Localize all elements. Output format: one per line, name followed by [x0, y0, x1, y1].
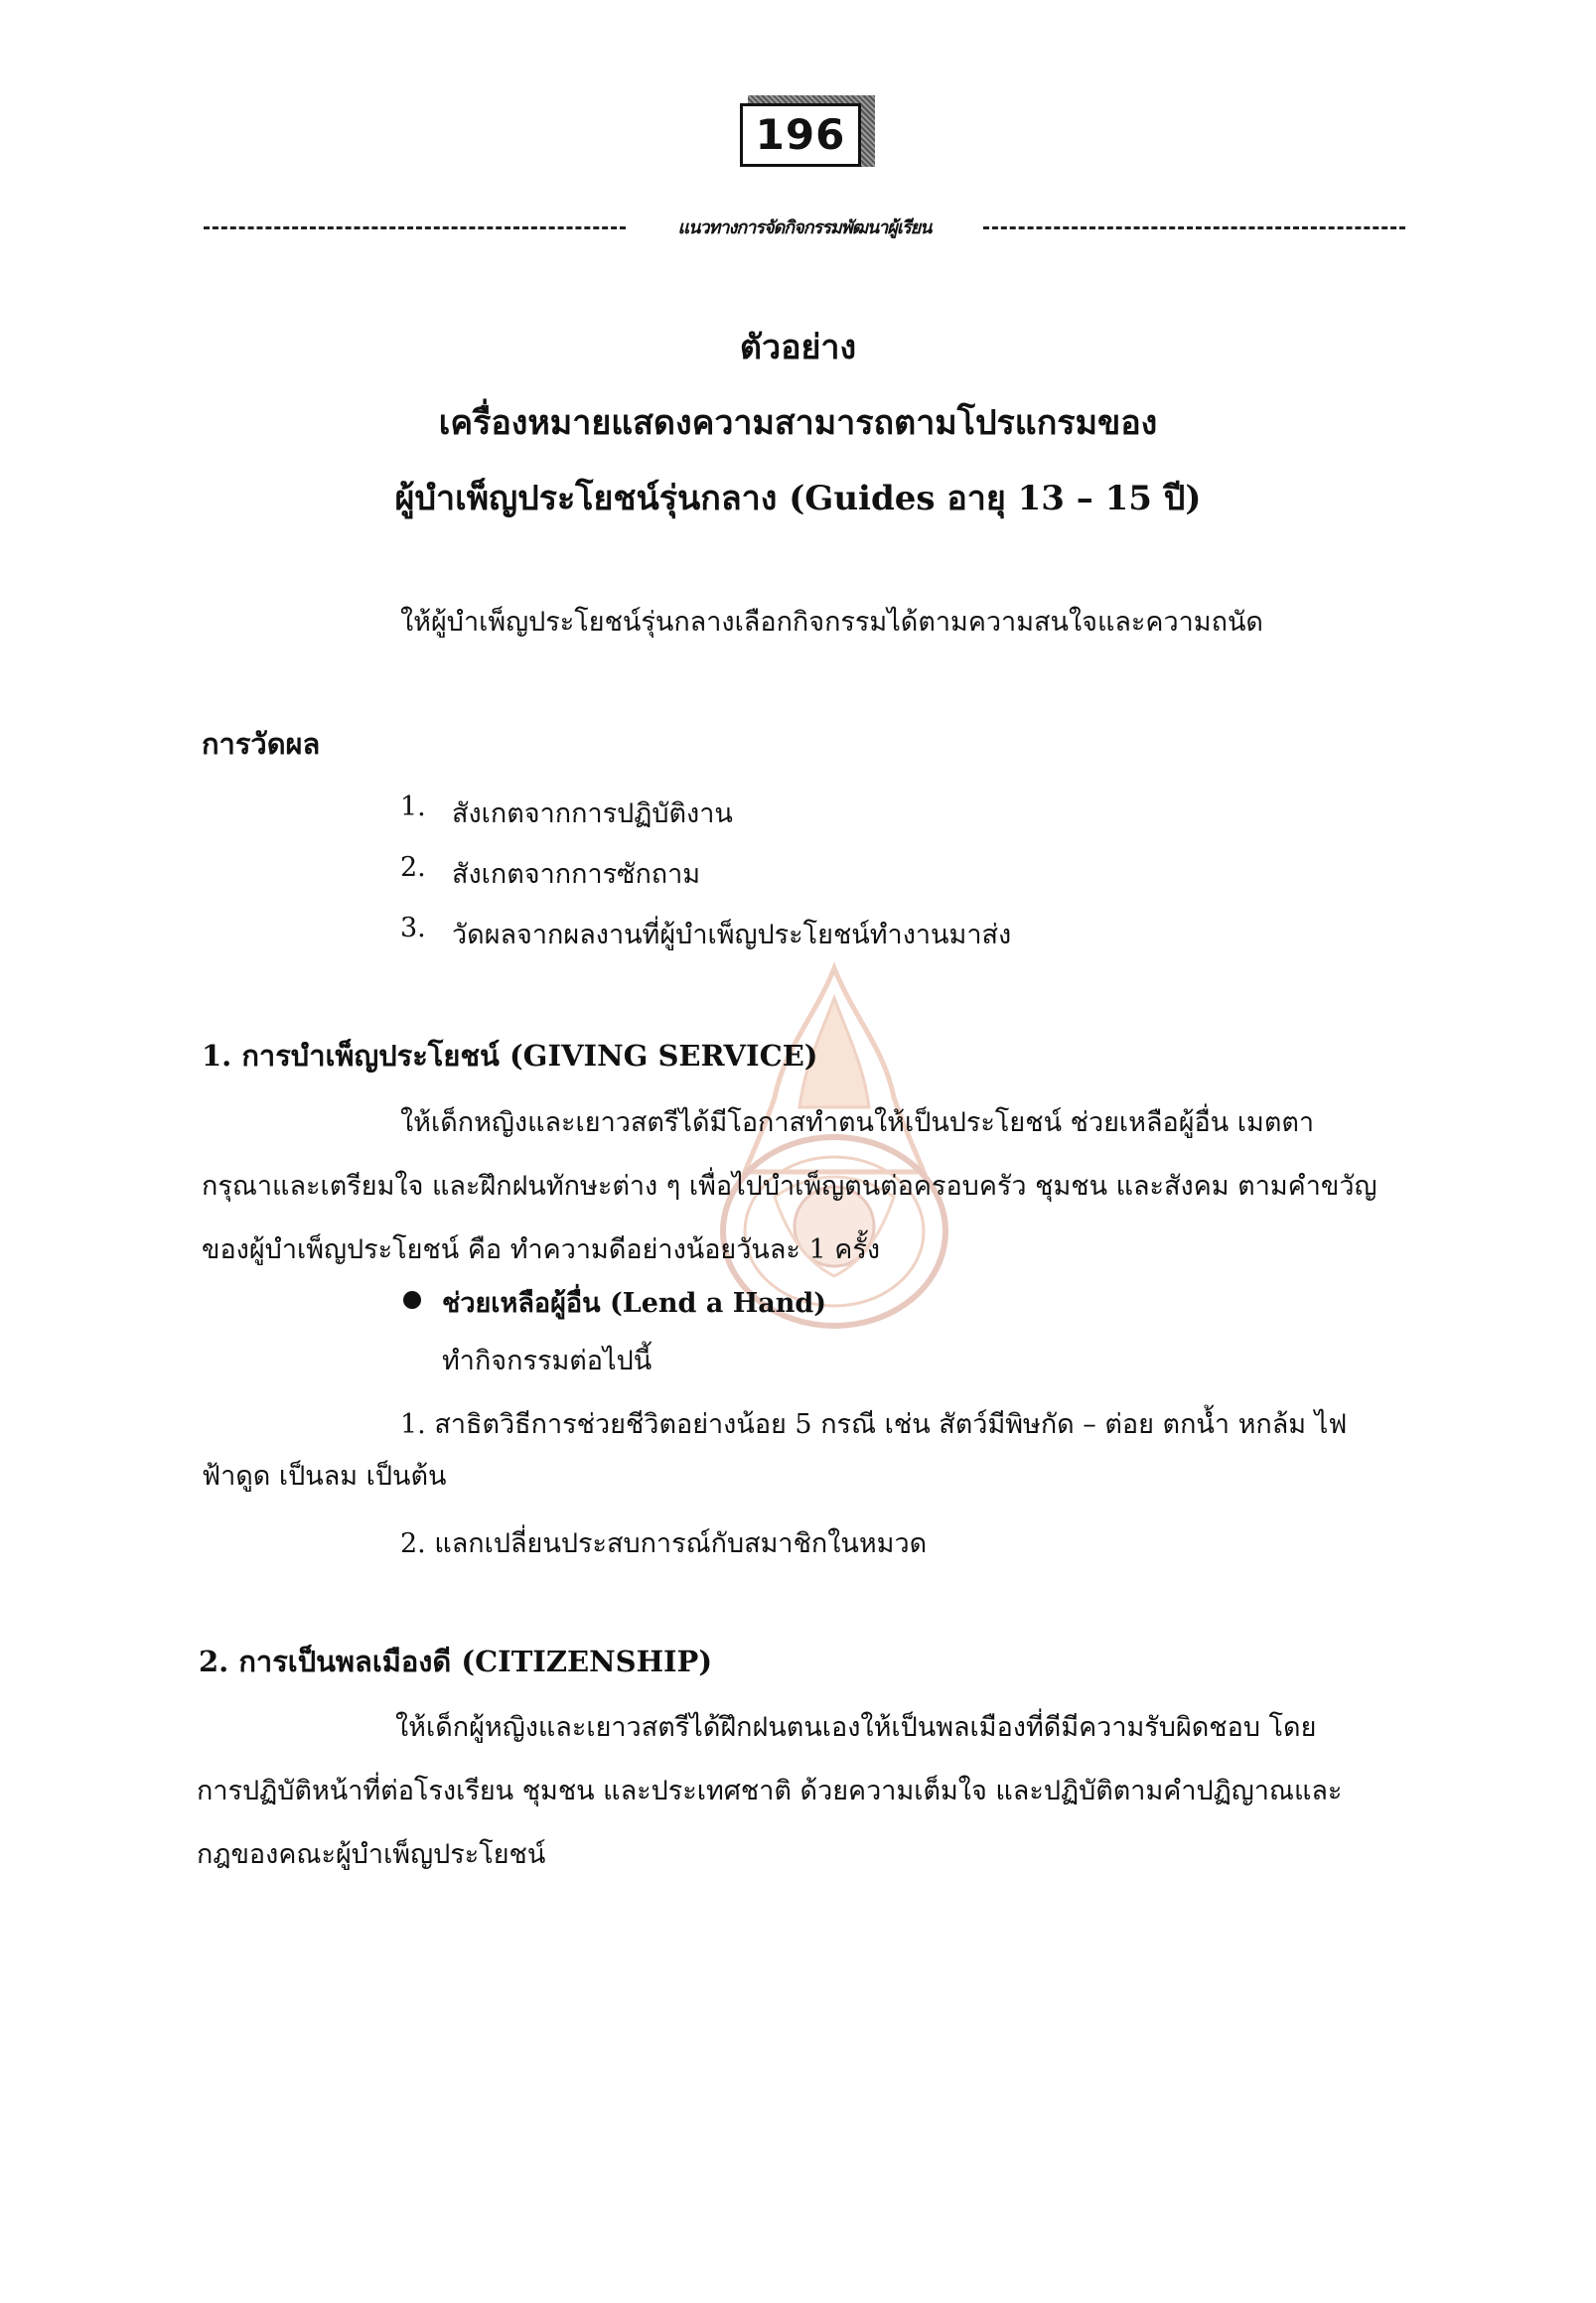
section-1-item-1-line-1: 1. สาธิตวิธีการช่วยชีวิตอย่างน้อย 5 กรณี เช่น สัตว์มีพิษกัด – ต่อย ตกน้ำ หกล้ม ไฟ [400, 1409, 1348, 1440]
header-rule-left [204, 226, 626, 229]
evaluation-heading: การวัดผล [202, 727, 321, 761]
section-1-heading: 1. การบำเพ็ญประโยชน์ (GIVING SERVICE) [202, 1039, 818, 1073]
intro-text: ให้ผู้บำเพ็ญประโยชน์รุ่นกลางเลือกกิจกรรมได้ตามความสนใจและความถนัด [400, 607, 1263, 638]
section-2-para-line-3: กฎของคณะผู้บำเพ็ญประโยชน์ [197, 1839, 546, 1870]
running-header: แนวทางการจัดกิจกรรมพัฒนาผู้เรียน [677, 217, 932, 238]
section-2-heading: 2. การเป็นพลเมืองดี (CITIZENSHIP) [199, 1645, 713, 1678]
section-2-para-line-2: การปฏิบัติหน้าที่ต่อโรงเรียน ชุมชน และประเทศชาติ ด้วยความเต็มใจ และปฏิบัติตามคำปฏิญาณและ [197, 1776, 1343, 1806]
section-1-item-2: 2. แลกเปลี่ยนประสบการณ์กับสมาชิกในหมวด [400, 1528, 928, 1559]
section-2-para-line-1: ให้เด็กผู้หญิงและเยาวสตรีได้ฝึกฝนตนเองให้เป็นพลเมืองที่ดีมีความรับผิดชอบ โดย [395, 1712, 1317, 1743]
page-number-box [740, 95, 875, 175]
section-1-item-1-line-2: ฟ้าดูด เป็นลม เป็นต้น [202, 1461, 447, 1492]
evaluation-item-3: วัดผลจากผลงานที่ผู้บำเพ็ญประโยชน์ทำงานมาส่ง [452, 920, 1012, 950]
evaluation-item-2: สังเกตจากการซักถาม [452, 859, 701, 890]
section-1-para-line-1: ให้เด็กหญิงและเยาวสตรีได้มีโอกาสทำตนให้เป็นประโยชน์ ช่วยเหลือผู้อื่น เมตตา [400, 1107, 1315, 1138]
evaluation-item-1-number: 1. [400, 792, 426, 822]
evaluation-item-3-number: 3. [400, 913, 426, 943]
evaluation-item-1: สังเกตจากการปฏิบัติงาน [452, 798, 733, 829]
section-1-para-line-3: ของผู้บำเพ็ญประโยชน์ คือ ทำความดีอย่างน้อยวันละ 1 ครั้ง [202, 1234, 881, 1265]
bullet-heading: ช่วยเหลือผู้อื่น (Lend a Hand) [442, 1288, 827, 1319]
bullet-subtext: ทำกิจกรรมต่อไปนี้ [442, 1346, 653, 1376]
evaluation-item-2-number: 2. [400, 852, 426, 883]
title-line-3: ผู้บำเพ็ญประโยชน์รุ่นกลาง (Guides อายุ 13 – 15 ปี) [394, 479, 1202, 518]
header-rule-right [983, 226, 1405, 229]
section-1-para-line-2: กรุณาและเตรียมใจ และฝึกฝนทักษะต่าง ๆ เพื่อไปบำเพ็ญตนต่อครอบครัว ชุมชน และสังคม ตามคำขวัญ [202, 1171, 1378, 1202]
title-line-1: ตัวอย่าง [739, 328, 857, 367]
title-line-2: เครื่องหมายแสดงความสามารถตามโปรแกรมของ [438, 403, 1158, 443]
page-number: 196 [740, 103, 861, 167]
bullet-icon [403, 1291, 421, 1309]
